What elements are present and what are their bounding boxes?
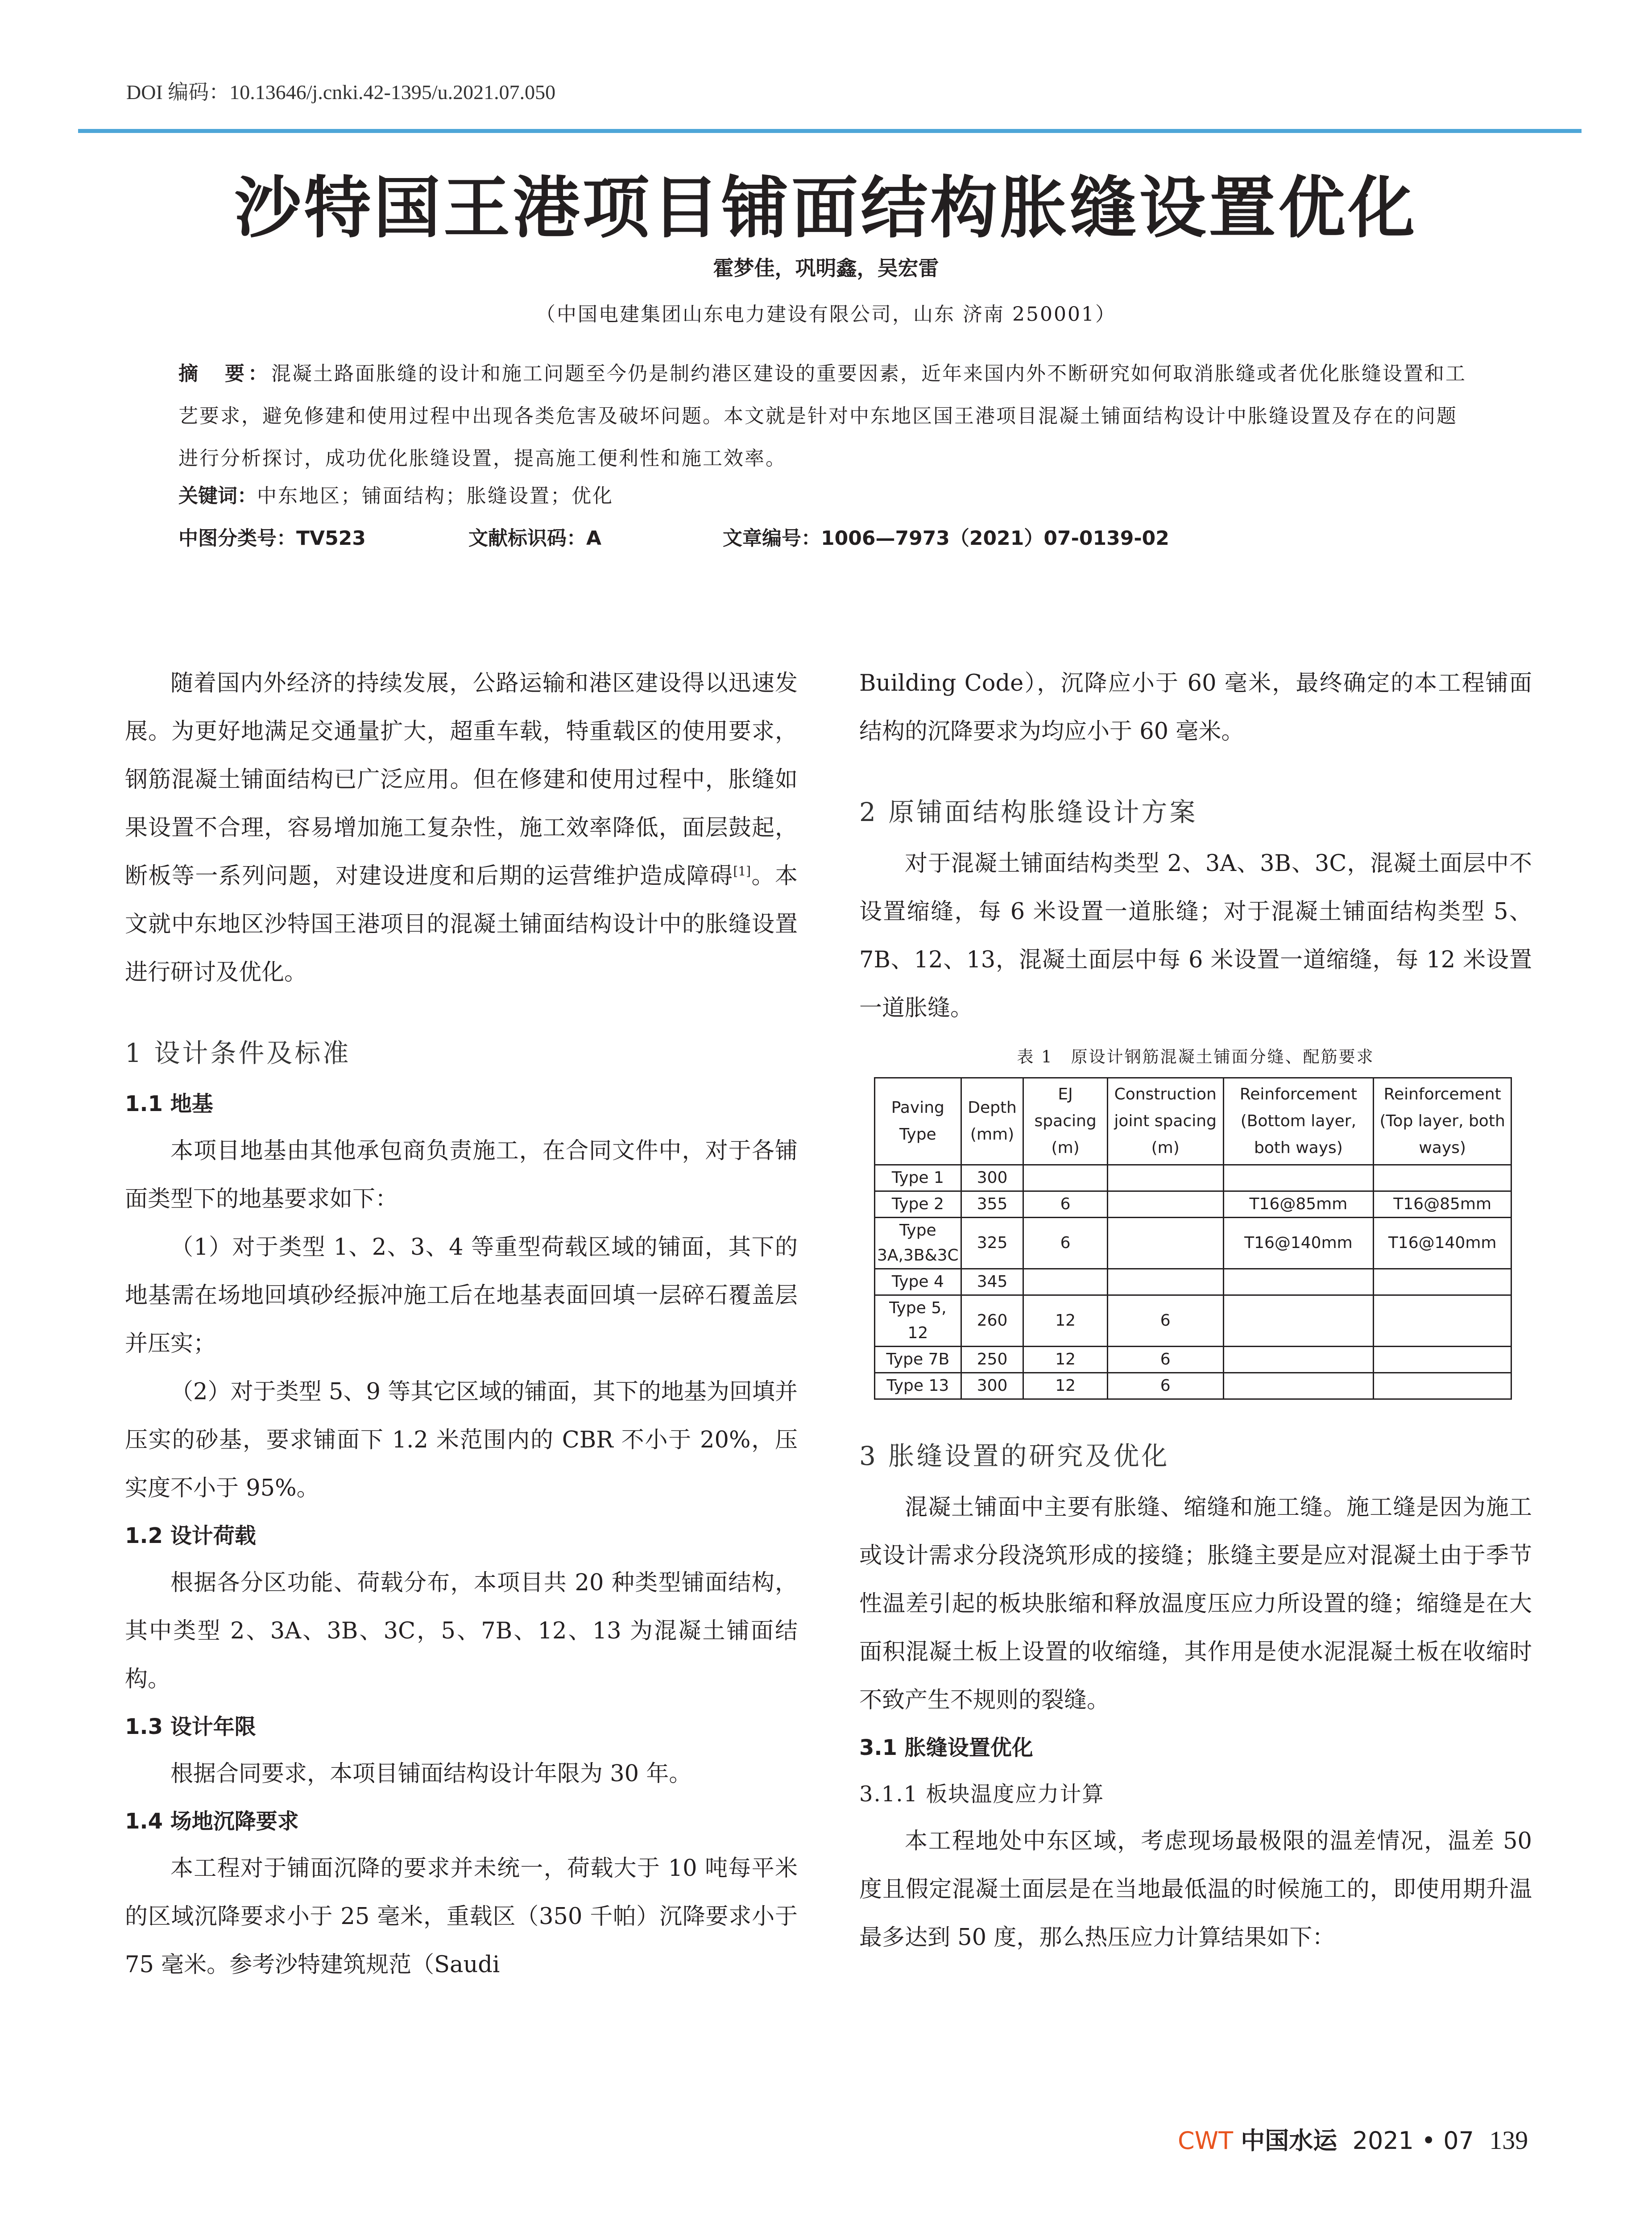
table-cell: 300	[961, 1165, 1023, 1191]
paragraph: 本工程地处中东区域，考虑现场最极限的温差情况，温差 50 度且假定混凝土面层是在当地最低温的时候施工的，即使用期升温最多达到 50 度，那么热压应力计算结果如下：	[859, 1828, 1532, 1951]
affiliation: （中国电建集团山东电力建设有限公司，山东 济南 250001）	[536, 303, 1116, 326]
table-cell	[1374, 1165, 1511, 1191]
table-row	[875, 1269, 1511, 1295]
table-cell	[1223, 1269, 1374, 1295]
table-cell	[1223, 1373, 1374, 1399]
subsection-heading-1-4: 1.4 场地沉降要求	[125, 1809, 299, 1834]
table-header-cell: Construction joint spacing (m)	[1107, 1078, 1223, 1165]
paragraph: 根据合同要求，本项目铺面结构设计年限为 30 年。	[170, 1761, 692, 1787]
table-cell: 260	[961, 1295, 1023, 1347]
abstract-label: 摘 要：	[178, 362, 271, 385]
table-cell: 6	[1023, 1191, 1107, 1218]
subsection-heading-1-2: 1.2 设计荷载	[125, 1523, 256, 1548]
abstract	[178, 352, 1472, 480]
table-cell: 6	[1107, 1373, 1223, 1399]
paragraph: （1）对于类型 1、2、3、4 等重型荷载区域的铺面，其下的地基需在场地回填砂经振冲施工后在地基表面回填一层碎石覆盖层并压实；	[125, 1234, 798, 1357]
table-header-cell: Paving Type	[875, 1078, 961, 1165]
page-footer	[1178, 2122, 1528, 2156]
left-column	[125, 659, 798, 1989]
cwt-logo: CWT	[1178, 2127, 1234, 2155]
table-caption: 表 1 原设计钢筋混凝土铺面分缝、配筋要求	[1017, 1047, 1375, 1066]
table-header-cell: Reinforcement (Top layer, both ways)	[1374, 1078, 1511, 1165]
table-cell: 6	[1023, 1218, 1107, 1269]
table-cell: 6	[1107, 1295, 1223, 1347]
table-cell: Type 13	[875, 1373, 961, 1399]
table-cell: Type 7B	[875, 1347, 961, 1373]
table-cell: T16@85mm	[1374, 1191, 1511, 1218]
table-cell	[1374, 1373, 1511, 1399]
article-title: 沙特国王港项目铺面结构胀缝设置优化	[234, 170, 1418, 247]
table-header-cell: Reinforcement (Bottom layer, both ways)	[1223, 1078, 1374, 1165]
table-cell: 325	[961, 1218, 1023, 1269]
document-code: 文献标识码：A	[468, 527, 602, 550]
keywords-label: 关键词：	[178, 485, 257, 507]
paragraph: （2）对于类型 5、9 等其它区域的铺面，其下的地基为回填并压实的砂基，要求铺面下 1.2 米范围内的 CBR 不小于 20%，压实度不小于 95%。	[125, 1379, 798, 1501]
table-cell: 12	[1023, 1347, 1107, 1373]
section-heading-1: 1 设计条件及标准	[125, 1038, 351, 1068]
table-cell: 12	[1023, 1295, 1107, 1347]
table-cell: Type 2	[875, 1191, 961, 1218]
paragraph-continued: Building Code），沉降应小于 60 毫米，最终确定的本工程铺面结构的沉降要求为均应小于 60 毫米。	[859, 670, 1532, 745]
table-header-cell: Depth (mm)	[961, 1078, 1023, 1165]
subsection-heading-1-3: 1.3 设计年限	[125, 1714, 256, 1739]
table-cell	[1107, 1165, 1223, 1191]
table-cell	[1107, 1269, 1223, 1295]
abstract-text: 混凝土路面胀缝的设计和施工问题至今仍是制约港区建设的重要因素，近年来国内外不断研究如何取消胀缝或者优化胀缝设置和工艺要求，避免修建和使用过程中出现各类危害及破坏问题。本文就是针对中东地区国王港项目混凝土铺面结构设计中胀缝设置及存在的问题进行分析探讨，成功优化胀缝设置，提高施工便利性和施工效率。	[178, 362, 1466, 470]
citation-ref: [1]	[733, 864, 751, 879]
table-row	[875, 1295, 1511, 1347]
table-row	[875, 1165, 1511, 1191]
subsubsection-heading-3-1-1: 3.1.1 板块温度应力计算	[859, 1782, 1105, 1807]
keywords	[178, 480, 613, 508]
paragraph: 本项目地基由其他承包商负责施工，在合同文件中，对于各铺面类型下的地基要求如下：	[125, 1138, 798, 1212]
table-header-cell: EJ spacing (m)	[1023, 1078, 1107, 1165]
doi-label: DOI 编码：10.13646/j.cnki.42-1395/u.2021.07.050	[126, 81, 556, 104]
table-header-row	[875, 1078, 1511, 1165]
table-cell: T16@140mm	[1223, 1218, 1374, 1269]
table-cell	[1223, 1295, 1374, 1347]
table-row	[875, 1347, 1511, 1373]
table-cell	[1223, 1165, 1374, 1191]
table-cell: 12	[1023, 1373, 1107, 1399]
subsection-heading-3-1: 3.1 胀缝设置优化	[859, 1735, 1033, 1760]
intro-text-end: 。本文就中东地区沙特国王港项目的混凝土铺面结构设计中的胀缝设置进行研讨及优化。	[125, 863, 798, 986]
magazine-name: 中国水运	[1241, 2127, 1337, 2155]
table-cell: 355	[961, 1191, 1023, 1218]
table-cell	[1107, 1191, 1223, 1218]
section-heading-2: 2 原铺面结构胀缝设计方案	[859, 797, 1198, 827]
section-heading-3: 3 胀缝设置的研究及优化	[859, 1441, 1170, 1471]
table-cell	[1023, 1269, 1107, 1295]
table-cell	[1374, 1295, 1511, 1347]
paragraph: 混凝土铺面中主要有胀缝、缩缝和施工缝。施工缝是因为施工或设计需求分段浇筑形成的接缝；胀缝主要是应对混凝土由于季节性温差引起的板块胀缩和释放温度压应力所设置的缝；缩缝是在大面积混凝土板上设置的收缩缝，其作用是使水泥混凝土板在收缩时不致产生不规则的裂缝。	[859, 1494, 1532, 1713]
intro-paragraph	[125, 659, 798, 997]
table-cell: Type 4	[875, 1269, 961, 1295]
clc-number: 中图分类号：TV523	[178, 527, 366, 550]
authors: 霍梦佳，巩明鑫，吴宏雷	[713, 256, 939, 280]
table-cell: T16@140mm	[1374, 1218, 1511, 1269]
table-row	[875, 1373, 1511, 1399]
issue-label: 2021 • 07	[1352, 2127, 1474, 2155]
paragraph: 根据各分区功能、荷载分布，本项目共 20 种类型铺面结构，其中类型 2、3A、3B、3C，5、7B、12、13 为混凝土铺面结构。	[125, 1570, 798, 1692]
table-row	[875, 1218, 1511, 1269]
article-number: 文章编号：1006—7973（2021）07-0139-02	[723, 527, 1169, 550]
page-number: 139	[1489, 2126, 1528, 2155]
table-cell: Type 1	[875, 1165, 961, 1191]
table-cell	[1107, 1218, 1223, 1269]
table-cell: Type 5, 12	[875, 1295, 961, 1347]
table-cell	[1023, 1165, 1107, 1191]
table-cell	[1374, 1269, 1511, 1295]
paragraph: 本工程对于铺面沉降的要求并未统一，荷载大于 10 吨每平米的区域沉降要求小于 25 毫米，重载区（350 千帕）沉降要求小于 75 毫米。参考沙特建筑规范（Saudi	[125, 1855, 798, 1978]
table-cell: 6	[1107, 1347, 1223, 1373]
paragraph: 对于混凝土铺面结构类型 2、3A、3B、3C，混凝土面层中不设置缩缝，每 6 米设置一道胀缝；对于混凝土铺面结构类型 5、7B、12、13，混凝土面层中每 6 米设置一道缩缝，每 12 米设置一道胀缝。	[859, 850, 1532, 1021]
table-cell: 250	[961, 1347, 1023, 1373]
table-cell: 300	[961, 1373, 1023, 1399]
table-cell: T16@85mm	[1223, 1191, 1374, 1218]
right-column	[859, 659, 1532, 1962]
joint-table	[874, 1077, 1512, 1400]
header-divider	[78, 129, 1582, 133]
table-cell: Type 3A,3B&3C	[875, 1218, 961, 1269]
subsection-heading-1-1: 1.1 地基	[125, 1091, 213, 1116]
table-cell	[1223, 1347, 1374, 1373]
table-cell: 345	[961, 1269, 1023, 1295]
table-cell	[1374, 1347, 1511, 1373]
table-row	[875, 1191, 1511, 1218]
intro-text: 随着国内外经济的持续发展，公路运输和港区建设得以迅速发展。为更好地满足交通量扩大，超重车载，特重载区的使用要求，钢筋混凝土铺面结构已广泛应用。但在修建和使用过程中，胀缝如果设置不合理，容易增加施工复杂性，施工效率降低，面层鼓起，断板等一系列问题，对建设进度和后期的运营维护造成障碍	[125, 670, 798, 889]
keywords-text: 中东地区；铺面结构；胀缝设置；优化	[257, 485, 613, 507]
